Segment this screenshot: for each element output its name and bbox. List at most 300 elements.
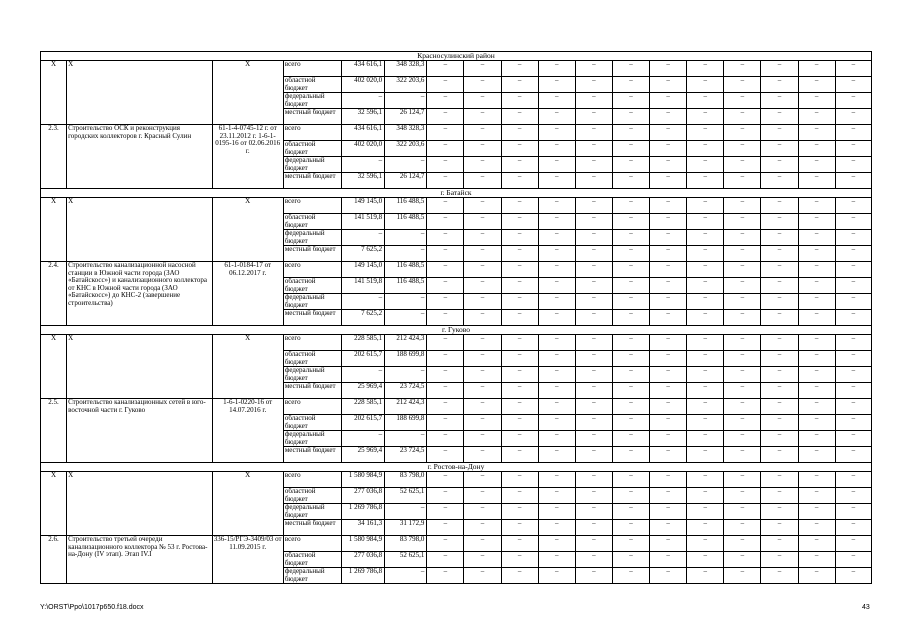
empty-dash: –	[575, 415, 612, 431]
empty-dash: –	[724, 415, 761, 431]
page-number: 43	[862, 604, 870, 611]
empty-dash: –	[464, 173, 501, 189]
empty-dash: –	[427, 447, 464, 463]
empty-dash: –	[427, 157, 464, 173]
value-total: 7 625,2	[342, 246, 385, 262]
item-name: Х	[67, 472, 213, 536]
empty-dash: –	[538, 367, 575, 383]
table-row	[41, 399, 872, 415]
item-document: Х	[212, 198, 283, 262]
empty-dash: –	[761, 310, 798, 326]
empty-dash: –	[761, 472, 798, 488]
funding-source: областной бюджет	[283, 77, 341, 93]
value-year: 116 488,5	[385, 278, 427, 294]
value-total: 202 615,7	[342, 415, 385, 431]
empty-dash: –	[575, 335, 612, 351]
empty-dash: –	[798, 278, 835, 294]
empty-dash: –	[538, 157, 575, 173]
empty-dash: –	[650, 214, 687, 230]
funding-source: всего	[283, 536, 341, 552]
value-year: 52 625,1	[385, 552, 427, 568]
empty-dash: –	[427, 173, 464, 189]
empty-dash: –	[427, 93, 464, 109]
empty-dash: –	[427, 335, 464, 351]
table-row	[41, 125, 872, 141]
value-year: 52 625,1	[385, 488, 427, 504]
value-total: 1 269 786,8	[342, 568, 385, 584]
empty-dash: –	[761, 552, 798, 568]
empty-dash: –	[575, 262, 612, 278]
empty-dash: –	[687, 77, 724, 93]
value-year: –	[385, 230, 427, 246]
empty-dash: –	[724, 399, 761, 415]
item-number: Х	[41, 472, 67, 536]
value-total: 32 596,1	[342, 173, 385, 189]
value-total: 32 596,1	[342, 109, 385, 125]
empty-dash: –	[650, 198, 687, 214]
value-total: –	[342, 157, 385, 173]
empty-dash: –	[427, 399, 464, 415]
empty-dash: –	[538, 536, 575, 552]
empty-dash: –	[538, 310, 575, 326]
empty-dash: –	[501, 552, 538, 568]
empty-dash: –	[798, 262, 835, 278]
empty-dash: –	[427, 77, 464, 93]
empty-dash: –	[575, 536, 612, 552]
value-total: 228 585,1	[342, 335, 385, 351]
empty-dash: –	[427, 109, 464, 125]
item-name: Строительство канализационной насосной станции в Южной части города (ЗАО «Батайскосс») и канализационного коллектора от КНС в Южной части города (ЗАО «Батайскосс») до КНС-2 (завершение строительства)	[67, 262, 213, 326]
value-year: 23 724,5	[385, 447, 427, 463]
empty-dash: –	[575, 399, 612, 415]
empty-dash: –	[612, 383, 649, 399]
empty-dash: –	[761, 157, 798, 173]
empty-dash: –	[501, 415, 538, 431]
empty-dash: –	[538, 383, 575, 399]
empty-dash: –	[798, 335, 835, 351]
empty-dash: –	[798, 488, 835, 504]
empty-dash: –	[650, 367, 687, 383]
funding-source: федеральный бюджет	[283, 294, 341, 310]
empty-dash: –	[538, 214, 575, 230]
empty-dash: –	[575, 552, 612, 568]
value-year: –	[385, 246, 427, 262]
empty-dash: –	[464, 125, 501, 141]
empty-dash: –	[612, 246, 649, 262]
item-number: 2.3.	[41, 125, 67, 189]
empty-dash: –	[464, 367, 501, 383]
empty-dash: –	[612, 109, 649, 125]
empty-dash: –	[501, 568, 538, 584]
funding-source: всего	[283, 472, 341, 488]
empty-dash: –	[650, 351, 687, 367]
empty-dash: –	[575, 367, 612, 383]
empty-dash: –	[427, 310, 464, 326]
empty-dash: –	[612, 552, 649, 568]
funding-source: федеральный бюджет	[283, 504, 341, 520]
table-row	[41, 536, 872, 552]
empty-dash: –	[612, 262, 649, 278]
empty-dash: –	[464, 488, 501, 504]
empty-dash: –	[761, 173, 798, 189]
empty-dash: –	[538, 109, 575, 125]
empty-dash: –	[650, 125, 687, 141]
empty-dash: –	[650, 383, 687, 399]
funding-source: всего	[283, 399, 341, 415]
empty-dash: –	[575, 61, 612, 77]
empty-dash: –	[835, 109, 871, 125]
region-name: г. Ростов-на-Дону	[41, 463, 872, 472]
empty-dash: –	[798, 383, 835, 399]
funding-source: местный бюджет	[283, 383, 341, 399]
empty-dash: –	[650, 504, 687, 520]
empty-dash: –	[835, 230, 871, 246]
empty-dash: –	[538, 504, 575, 520]
region-header-row	[41, 189, 872, 198]
empty-dash: –	[575, 157, 612, 173]
empty-dash: –	[835, 294, 871, 310]
item-number: 2.6.	[41, 536, 67, 584]
empty-dash: –	[575, 230, 612, 246]
empty-dash: –	[612, 504, 649, 520]
funding-source: всего	[283, 61, 341, 77]
item-document: 61-1-0184-17 от 06.12.2017 г.	[212, 262, 283, 326]
table-row	[41, 262, 872, 278]
empty-dash: –	[835, 278, 871, 294]
empty-dash: –	[464, 447, 501, 463]
value-year: 116 488,5	[385, 262, 427, 278]
empty-dash: –	[724, 504, 761, 520]
empty-dash: –	[724, 198, 761, 214]
empty-dash: –	[687, 552, 724, 568]
item-name: Строительство канализационных сетей в юго-восточной части г. Гуково	[67, 399, 213, 463]
empty-dash: –	[835, 198, 871, 214]
value-total: 434 616,1	[342, 125, 385, 141]
empty-dash: –	[724, 536, 761, 552]
empty-dash: –	[798, 109, 835, 125]
empty-dash: –	[761, 383, 798, 399]
empty-dash: –	[835, 351, 871, 367]
funding-source: областной бюджет	[283, 488, 341, 504]
value-total: 25 969,4	[342, 447, 385, 463]
empty-dash: –	[612, 141, 649, 157]
empty-dash: –	[501, 109, 538, 125]
empty-dash: –	[724, 157, 761, 173]
empty-dash: –	[687, 157, 724, 173]
empty-dash: –	[687, 520, 724, 536]
empty-dash: –	[464, 472, 501, 488]
empty-dash: –	[724, 520, 761, 536]
value-total: –	[342, 294, 385, 310]
empty-dash: –	[464, 141, 501, 157]
empty-dash: –	[575, 472, 612, 488]
empty-dash: –	[798, 93, 835, 109]
empty-dash: –	[501, 77, 538, 93]
empty-dash: –	[538, 415, 575, 431]
empty-dash: –	[575, 109, 612, 125]
empty-dash: –	[835, 520, 871, 536]
empty-dash: –	[650, 77, 687, 93]
empty-dash: –	[501, 488, 538, 504]
empty-dash: –	[464, 93, 501, 109]
empty-dash: –	[724, 552, 761, 568]
empty-dash: –	[835, 310, 871, 326]
empty-dash: –	[835, 472, 871, 488]
value-year: 116 488,5	[385, 214, 427, 230]
funding-source: всего	[283, 262, 341, 278]
empty-dash: –	[687, 351, 724, 367]
value-year: 188 699,8	[385, 415, 427, 431]
empty-dash: –	[835, 246, 871, 262]
empty-dash: –	[612, 230, 649, 246]
funding-source: федеральный бюджет	[283, 568, 341, 584]
empty-dash: –	[464, 214, 501, 230]
empty-dash: –	[501, 310, 538, 326]
empty-dash: –	[538, 246, 575, 262]
value-total: 149 145,0	[342, 198, 385, 214]
empty-dash: –	[835, 568, 871, 584]
value-total: –	[342, 93, 385, 109]
empty-dash: –	[427, 431, 464, 447]
budget-table	[40, 51, 872, 584]
empty-dash: –	[501, 141, 538, 157]
empty-dash: –	[501, 335, 538, 351]
funding-source: федеральный бюджет	[283, 367, 341, 383]
item-document: Х	[212, 61, 283, 125]
empty-dash: –	[687, 367, 724, 383]
empty-dash: –	[464, 536, 501, 552]
value-year: 212 424,3	[385, 399, 427, 415]
empty-dash: –	[835, 141, 871, 157]
empty-dash: –	[650, 294, 687, 310]
empty-dash: –	[798, 552, 835, 568]
empty-dash: –	[427, 367, 464, 383]
empty-dash: –	[835, 399, 871, 415]
empty-dash: –	[501, 125, 538, 141]
empty-dash: –	[724, 335, 761, 351]
empty-dash: –	[464, 399, 501, 415]
empty-dash: –	[575, 173, 612, 189]
empty-dash: –	[464, 77, 501, 93]
empty-dash: –	[575, 568, 612, 584]
value-total: 141 519,8	[342, 278, 385, 294]
empty-dash: –	[687, 472, 724, 488]
empty-dash: –	[538, 173, 575, 189]
empty-dash: –	[538, 431, 575, 447]
empty-dash: –	[464, 504, 501, 520]
empty-dash: –	[835, 77, 871, 93]
empty-dash: –	[501, 214, 538, 230]
empty-dash: –	[575, 488, 612, 504]
value-year: –	[385, 367, 427, 383]
value-year: 348 328,3	[385, 125, 427, 141]
empty-dash: –	[724, 141, 761, 157]
empty-dash: –	[427, 214, 464, 230]
empty-dash: –	[724, 383, 761, 399]
empty-dash: –	[650, 335, 687, 351]
empty-dash: –	[687, 262, 724, 278]
empty-dash: –	[650, 552, 687, 568]
empty-dash: –	[724, 568, 761, 584]
funding-source: всего	[283, 335, 341, 351]
empty-dash: –	[575, 246, 612, 262]
empty-dash: –	[501, 383, 538, 399]
empty-dash: –	[464, 568, 501, 584]
empty-dash: –	[501, 367, 538, 383]
empty-dash: –	[538, 568, 575, 584]
value-year: –	[385, 504, 427, 520]
empty-dash: –	[687, 125, 724, 141]
empty-dash: –	[612, 335, 649, 351]
region-header-row	[41, 326, 872, 335]
item-number: 2.4.	[41, 262, 67, 326]
empty-dash: –	[538, 141, 575, 157]
empty-dash: –	[687, 504, 724, 520]
empty-dash: –	[687, 173, 724, 189]
empty-dash: –	[835, 214, 871, 230]
empty-dash: –	[724, 278, 761, 294]
empty-dash: –	[724, 310, 761, 326]
empty-dash: –	[612, 125, 649, 141]
funding-source: областной бюджет	[283, 552, 341, 568]
empty-dash: –	[687, 310, 724, 326]
item-number: 2.5.	[41, 399, 67, 463]
empty-dash: –	[538, 61, 575, 77]
empty-dash: –	[798, 214, 835, 230]
empty-dash: –	[798, 246, 835, 262]
empty-dash: –	[761, 294, 798, 310]
empty-dash: –	[612, 310, 649, 326]
empty-dash: –	[612, 173, 649, 189]
empty-dash: –	[612, 157, 649, 173]
table-row	[41, 472, 872, 488]
region-name: Красносулинский район	[41, 52, 872, 61]
empty-dash: –	[427, 472, 464, 488]
value-year: 348 328,3	[385, 61, 427, 77]
empty-dash: –	[612, 367, 649, 383]
empty-dash: –	[798, 173, 835, 189]
empty-dash: –	[650, 262, 687, 278]
empty-dash: –	[650, 61, 687, 77]
empty-dash: –	[761, 93, 798, 109]
empty-dash: –	[761, 536, 798, 552]
value-total: 277 036,8	[342, 552, 385, 568]
empty-dash: –	[612, 472, 649, 488]
empty-dash: –	[427, 488, 464, 504]
empty-dash: –	[724, 294, 761, 310]
value-total: –	[342, 431, 385, 447]
empty-dash: –	[724, 173, 761, 189]
empty-dash: –	[798, 399, 835, 415]
value-year: 188 699,8	[385, 351, 427, 367]
empty-dash: –	[501, 431, 538, 447]
empty-dash: –	[650, 157, 687, 173]
empty-dash: –	[761, 568, 798, 584]
empty-dash: –	[650, 230, 687, 246]
empty-dash: –	[575, 504, 612, 520]
value-total: 228 585,1	[342, 399, 385, 415]
empty-dash: –	[464, 262, 501, 278]
empty-dash: –	[612, 488, 649, 504]
funding-source: местный бюджет	[283, 520, 341, 536]
value-total: 402 020,0	[342, 77, 385, 93]
empty-dash: –	[501, 93, 538, 109]
empty-dash: –	[761, 61, 798, 77]
empty-dash: –	[427, 141, 464, 157]
empty-dash: –	[427, 568, 464, 584]
empty-dash: –	[687, 294, 724, 310]
empty-dash: –	[427, 262, 464, 278]
empty-dash: –	[538, 198, 575, 214]
item-number: Х	[41, 198, 67, 262]
file-path: Y:\ORST\Ppo\1017p650.f18.docx	[40, 604, 144, 611]
value-total: 1 580 984,9	[342, 536, 385, 552]
empty-dash: –	[575, 141, 612, 157]
empty-dash: –	[575, 198, 612, 214]
empty-dash: –	[575, 294, 612, 310]
empty-dash: –	[798, 198, 835, 214]
empty-dash: –	[575, 351, 612, 367]
empty-dash: –	[835, 367, 871, 383]
empty-dash: –	[798, 415, 835, 431]
item-document: 61-1-4-0745-12 г. от 23.11.2012 г. 1-6-1-0195-16 от 02.06.2016 г.	[212, 125, 283, 189]
empty-dash: –	[464, 278, 501, 294]
item-document: Х	[212, 472, 283, 536]
empty-dash: –	[687, 61, 724, 77]
empty-dash: –	[427, 351, 464, 367]
funding-source: областной бюджет	[283, 415, 341, 431]
empty-dash: –	[761, 198, 798, 214]
value-year: –	[385, 157, 427, 173]
empty-dash: –	[650, 173, 687, 189]
empty-dash: –	[761, 77, 798, 93]
empty-dash: –	[798, 536, 835, 552]
empty-dash: –	[761, 520, 798, 536]
empty-dash: –	[761, 447, 798, 463]
empty-dash: –	[798, 504, 835, 520]
funding-source: областной бюджет	[283, 141, 341, 157]
empty-dash: –	[761, 504, 798, 520]
value-total: 7 625,2	[342, 310, 385, 326]
empty-dash: –	[687, 568, 724, 584]
empty-dash: –	[501, 447, 538, 463]
empty-dash: –	[761, 109, 798, 125]
empty-dash: –	[538, 125, 575, 141]
empty-dash: –	[501, 504, 538, 520]
empty-dash: –	[724, 246, 761, 262]
value-total: –	[342, 230, 385, 246]
value-total: 1 269 786,8	[342, 504, 385, 520]
table-row	[41, 61, 872, 77]
empty-dash: –	[427, 520, 464, 536]
empty-dash: –	[761, 335, 798, 351]
empty-dash: –	[575, 310, 612, 326]
empty-dash: –	[538, 77, 575, 93]
empty-dash: –	[464, 294, 501, 310]
empty-dash: –	[650, 246, 687, 262]
empty-dash: –	[835, 262, 871, 278]
empty-dash: –	[798, 125, 835, 141]
empty-dash: –	[464, 552, 501, 568]
empty-dash: –	[798, 77, 835, 93]
value-year: –	[385, 310, 427, 326]
empty-dash: –	[650, 93, 687, 109]
empty-dash: –	[687, 536, 724, 552]
empty-dash: –	[427, 230, 464, 246]
empty-dash: –	[835, 415, 871, 431]
empty-dash: –	[835, 173, 871, 189]
empty-dash: –	[798, 568, 835, 584]
